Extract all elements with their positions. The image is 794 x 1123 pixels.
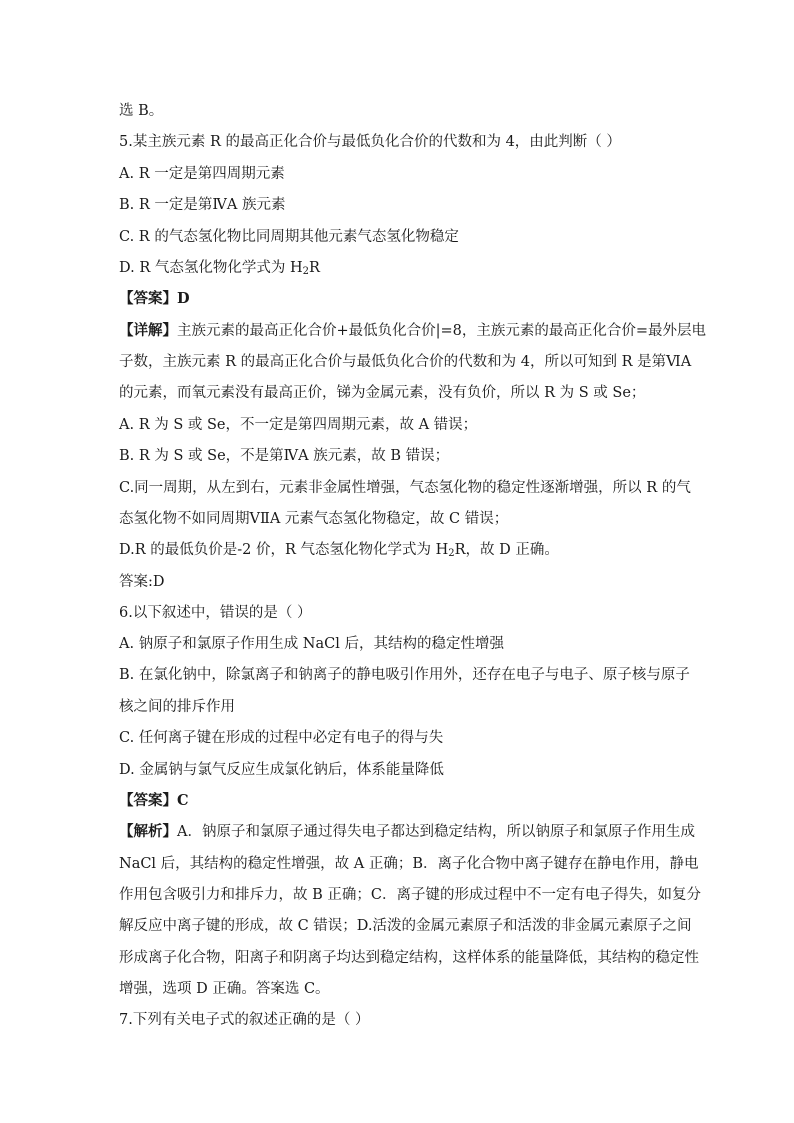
analysis-line: 作用包含吸引力和排斥力，故 B 正确；C．离子键的形成过程中不一定有电子得失，如复分 <box>119 887 701 903</box>
section-label: 【详解】 <box>119 322 177 339</box>
explanation-line: C.同一周期，从左到右，元素非金属性增强，气态氢化物的稳定性逐渐增强，所以 R 的气 <box>119 480 691 496</box>
section-label: 【解析】 <box>119 823 177 840</box>
option-b-cont: 核之间的排斥作用 <box>119 699 235 715</box>
option-a: A. 钠原子和氯原子作用生成 NaCl 后，其结构的稳定性增强 <box>119 636 504 652</box>
option-d: D. 金属钠与氯气反应生成氯化钠后，体系能量降低 <box>119 762 444 778</box>
explanation-line: B. R 为 S 或 Se，不是第ⅣA 族元素，故 B 错误； <box>119 448 450 464</box>
option-c: C. R 的气态氢化物比同周期其他元素气态氢化物稳定 <box>119 229 459 245</box>
option-a: A. R 一定是第四周期元素 <box>119 166 285 182</box>
formula-tail: R <box>308 260 320 276</box>
answer-line: 答案:D <box>119 574 165 590</box>
question-5: 5.某主族元素 R 的最高正化合价与最低负化合价的代数和为 4，由此判断（ ） <box>119 134 621 150</box>
option-c: C. 任何离子键在形成的过程中必定有电子的得与失 <box>119 730 444 746</box>
section-text: A．钠原子和氯原子通过得失电子都达到稳定结构，所以钠原子和氯原子作用生成 <box>177 824 695 840</box>
explanation-text: D.R 的最低负价是-2 价，R 气态氢化物化学式为 H <box>119 542 449 558</box>
option-d <box>119 258 679 278</box>
answer-label: 【答案】C <box>119 792 189 809</box>
explanation-line <box>119 540 679 560</box>
analysis-line <box>119 822 695 842</box>
explanation-line <box>119 321 707 341</box>
option-b: B. R 一定是第ⅣA 族元素 <box>119 197 286 213</box>
subscript: 2 <box>302 266 309 277</box>
analysis-line: 形成离子化合物，阳离子和阴离子均达到稳定结构，这样体系的能量降低，其结构的稳定性 <box>119 950 699 966</box>
analysis-line: 增强，选项 D 正确。答案选 C。 <box>119 981 330 997</box>
section-text: 主族元素的最高正化合价+最低负化合价|=8，主族元素的最高正化合价=最外层电 <box>177 323 707 339</box>
text-line: 选 B。 <box>119 103 164 119</box>
explanation-line: 的元素，而氧元素没有最高正价，锑为金属元素，没有负价，所以 R 为 S 或 Se； <box>119 385 646 401</box>
option-d-text: D. R 气态氢化物化学式为 H <box>119 260 303 276</box>
analysis-line: NaCl 后，其结构的稳定性增强，故 A 正确；B．离子化合物中离子键存在静电作用，静电 <box>119 856 699 872</box>
formula-tail: R，故 D 正确。 <box>454 542 559 558</box>
subscript: 2 <box>448 548 455 559</box>
answer-label: 【答案】D <box>119 290 190 307</box>
option-b: B. 在氯化钠中，除氯离子和钠离子的静电吸引作用外，还存在电子与电子、原子核与原子 <box>119 667 690 683</box>
question-6: 6.以下叙述中，错误的是（ ） <box>119 605 312 621</box>
question-7: 7.下列有关电子式的叙述正确的是（ ） <box>119 1012 370 1028</box>
analysis-line: 解反应中离子键的形成，故 C 错误；D.活泼的金属元素原子和活泼的非金属元素原子之间 <box>119 918 692 934</box>
explanation-line: 态氢化物不如同周期ⅤⅡA 元素气态氢化物稳定，故 C 错误； <box>119 511 509 527</box>
explanation-line: A. R 为 S 或 Se，不一定是第四周期元素，故 A 错误； <box>119 417 478 433</box>
explanation-line: 子数，主族元素 R 的最高正化合价与最低负化合价的代数和为 4，所以可知到 R 是第ⅥA <box>119 354 692 370</box>
